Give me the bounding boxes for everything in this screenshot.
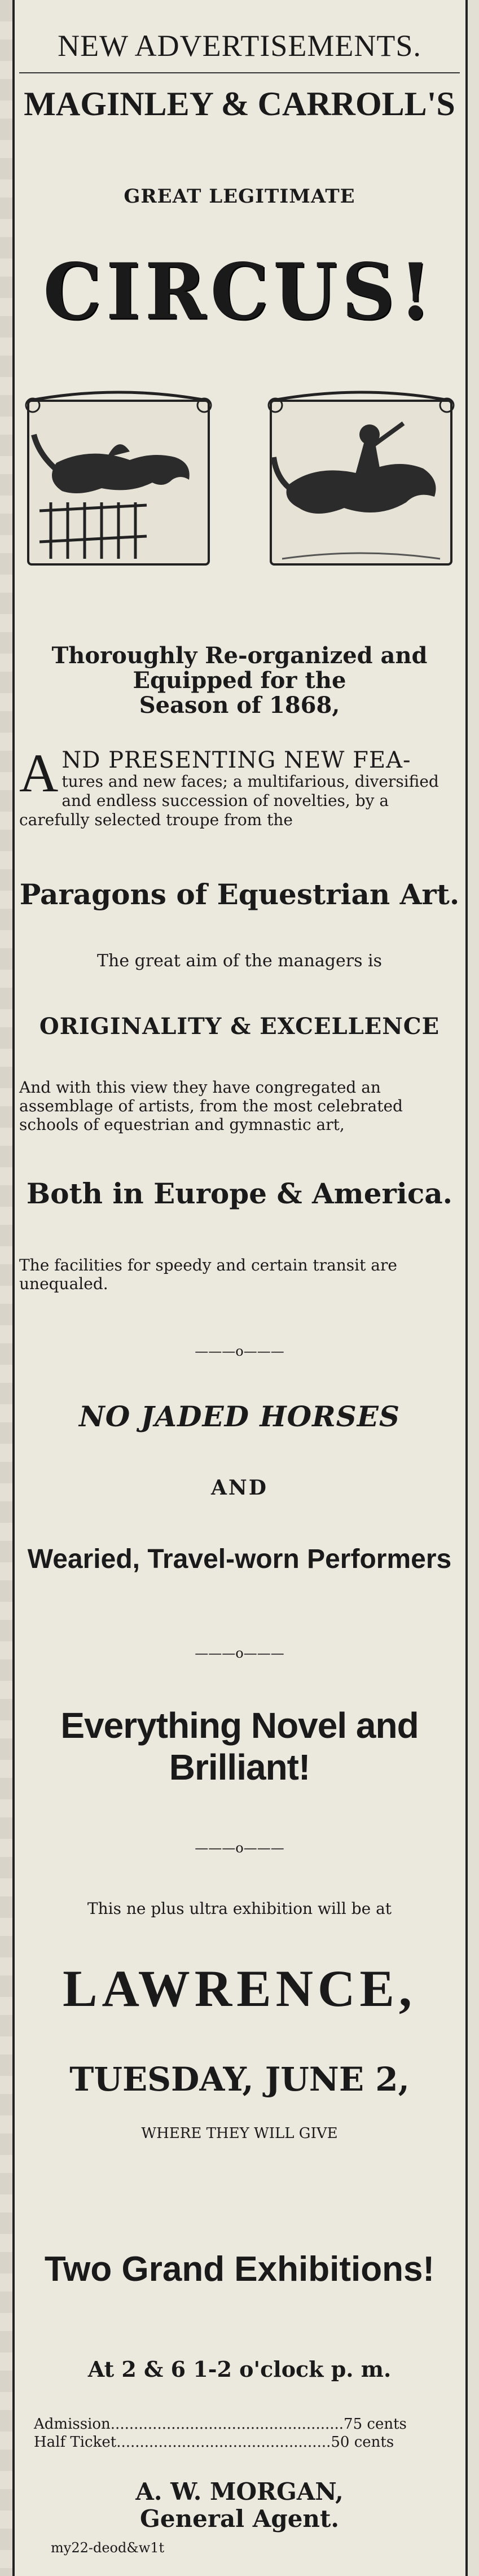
price-dots: .................................................. [110, 2416, 344, 2433]
ad-code: my22-deod&w1t [51, 2540, 165, 2556]
date-heading: TUESDAY, JUNE 2, [69, 2060, 410, 2099]
intro-paragraph [19, 743, 460, 830]
intro-lead: ND PRESENTING NEW FEA- [61, 747, 411, 773]
originality-heading: ORIGINALITY & EXCELLENCE [39, 1013, 440, 1040]
horse-jumping-fence-illustration [23, 389, 214, 576]
price-value: 50 cents [331, 2434, 394, 2451]
reorganized-line-3: Season of 1868, [139, 692, 340, 719]
and-text: AND [210, 1476, 269, 1500]
paragons-heading: Paragons of Equestrian Art. [19, 878, 460, 911]
and-with-paragraph: And with this view they have congregated an assemblage of artists, from the most celebrated schools of equestrian and gymnastic art, [19, 1078, 403, 1134]
both-heading: Both in Europe & America. [26, 1177, 453, 1210]
left-column-rule [12, 0, 15, 2576]
price-row [34, 2434, 468, 2451]
agent-title: General Agent. [139, 2505, 339, 2533]
city-heading: LAWRENCE, [63, 1960, 416, 2017]
aim-text: The great aim of the managers is [97, 951, 382, 971]
drop-cap: A [19, 743, 59, 803]
price-label: Admission [34, 2416, 111, 2433]
no-jaded-heading: NO JADED HORSES [78, 1400, 401, 1433]
wearied-heading: Wearied, Travel-worn Performers [27, 1544, 452, 1574]
horse-rider-illustration [265, 389, 457, 576]
two-grand-heading: Two Grand Exhibitions! [44, 2250, 435, 2289]
separator: ———o——— [195, 1840, 284, 1856]
facilities-paragraph: The facilities for speedy and certain transit are unequaled. [19, 1256, 397, 1293]
agent-name: A. W. MORGAN, [135, 2478, 344, 2505]
reorganized-text [19, 643, 460, 718]
reorganized-line-1: Thoroughly Re-organized and [51, 642, 428, 669]
left-column-bleed [0, 0, 12, 2576]
price-dots: .............................................. [116, 2434, 331, 2451]
where-text: WHERE THEY WILL GIVE [141, 2125, 338, 2142]
reorganized-line-2: Equipped for the [133, 667, 346, 694]
headline: CIRCUS! [43, 246, 436, 337]
section-header: NEW ADVERTISEMENTS. [58, 29, 421, 63]
price-label: Half Ticket [34, 2434, 117, 2451]
everything-heading: Everything Novel and Brilliant! [60, 1705, 419, 1788]
circus-owner-title: MAGINLEY & CARROLL'S [24, 85, 455, 122]
price-value: 75 cents [344, 2416, 407, 2433]
separator: ———o——— [195, 1645, 284, 1661]
exhibition-intro: This ne plus ultra exhibition will be at [87, 1899, 392, 1918]
intro-rest: tures and new faces; a multifarious, diversified and endless succession of novelties, by a carefully selected troupe from the [19, 772, 439, 829]
separator: ———o——— [195, 1343, 284, 1359]
price-row [34, 2416, 468, 2433]
header-rule [19, 72, 460, 73]
subtitle: GREAT LEGITIMATE [124, 185, 355, 208]
right-column-bleed [468, 0, 479, 2576]
times-heading: At 2 & 6 1-2 o'clock p. m. [87, 2356, 392, 2382]
right-column-rule [465, 0, 468, 2576]
